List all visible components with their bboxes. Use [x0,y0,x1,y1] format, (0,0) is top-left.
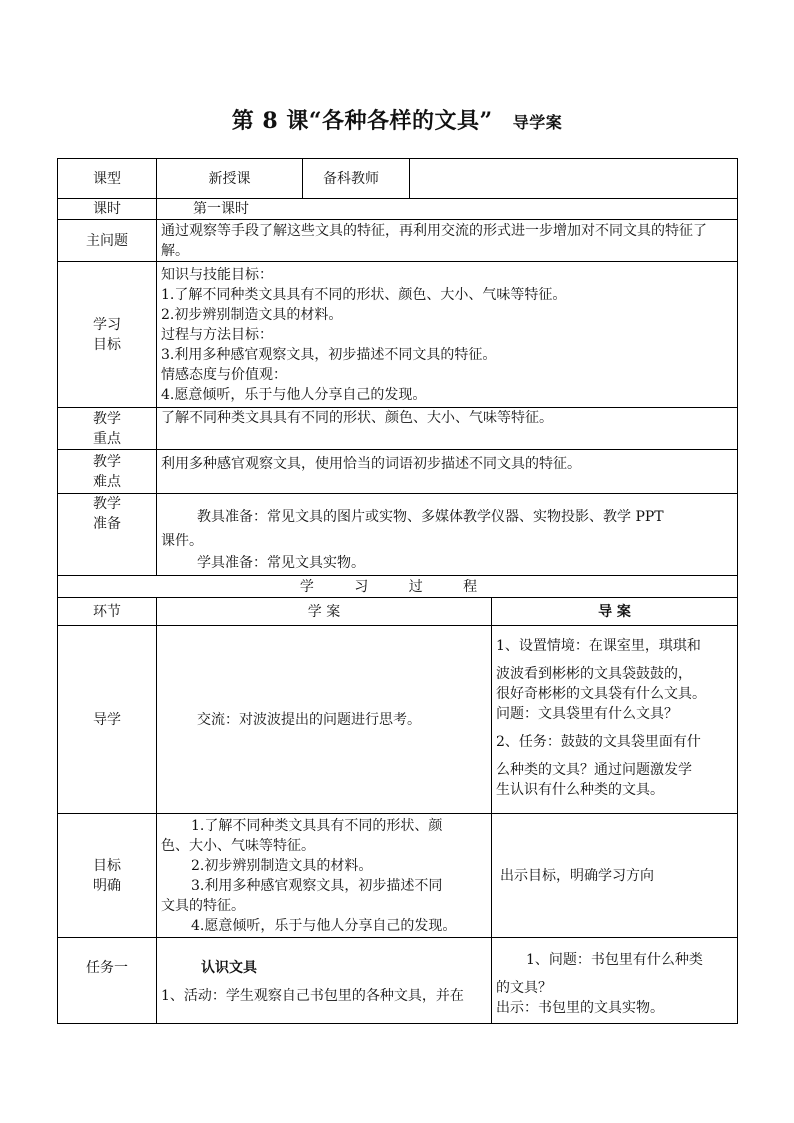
guide-line: 2、任务：鼓鼓的文具袋里面有什 [496,734,701,750]
guide-line: 的文具？ [496,980,552,996]
guide-line: 1、问题：书包里有什么种类 [526,952,703,968]
period-label: 课时 [58,199,157,220]
objectives-label [58,262,157,408]
document-title [0,104,794,135]
preparation-label-1: 教学 [93,496,121,512]
preparation-label-2: 准备 [93,516,121,532]
objectives-content [157,262,738,408]
guide-cell [492,938,738,1024]
guide-line: 么种类的文具？通过问题激发学 [496,762,692,778]
table-row [58,199,738,220]
stage-label-1: 目标 [93,857,121,874]
difficulties-label [58,450,157,494]
table-row [58,220,738,262]
stage-cell: 任务一 [58,938,157,1024]
difficulties-value: 利用多种感官观察文具，使用恰当的词语初步描述不同文具的特征。 [157,450,738,494]
study-line: 交流：对波波提出的问题进行思考。 [197,711,421,728]
guide-line: 出示：书包里的文具实物。 [496,1000,664,1016]
stage-cell [58,814,157,938]
title-main: 第 8 课“各种各样的文具” [231,108,493,134]
study-line: 文具的特征。 [161,897,245,914]
guide-line: 1、设置情境：在课室里，琪琪和 [496,638,701,654]
process-header-text: 学 习 过 程 [299,578,496,595]
guide-line: 出示目标，明确学习方向 [500,867,654,884]
teacher-label: 备科教师 [303,159,410,199]
objective-line: 情感态度与价值观： [161,366,287,383]
course-type-value: 新授课 [157,159,303,199]
teacher-prep-line-1: 教具准备：常见文具的图片或实物、多媒体教学仪器、实物投影、教学 PPT [197,508,664,525]
teacher-prep-line-2: 课件。 [161,532,203,549]
guide-line: 很好奇彬彬的文具袋有什么文具。 [496,686,706,702]
study-cell [157,626,492,814]
table-row [58,576,738,598]
difficulties-label-2: 难点 [93,473,121,490]
key-points-label [58,408,157,450]
study-title: 认识文具 [201,960,257,976]
key-points-label-2: 重点 [93,430,121,447]
stage-cell: 导学 [58,626,157,814]
guide-cell [492,626,738,814]
guide-line: 生认识有什么种类的文具。 [496,782,664,798]
table-row [58,408,738,450]
title-sub: 导学案 [512,113,563,132]
main-question-label: 主问题 [58,220,157,262]
objective-line: 1.了解不同种类文具具有不同的形状、颜色、大小、气味等特征。 [161,286,567,303]
student-prep-line: 学具准备：常见文具实物。 [197,554,365,571]
preparation-label [58,494,157,576]
objective-line: 4.愿意倾听，乐于与他人分享自己的发现。 [161,386,427,403]
objective-line: 知识与技能目标： [161,266,273,283]
objectives-label-1: 学习 [93,316,121,333]
column-study-header: 学 案 [157,598,492,626]
objectives-label-2: 目标 [93,336,121,353]
lesson-plan-table [57,158,738,1024]
table-row [58,159,738,199]
stage-label-2: 明确 [93,877,121,894]
objective-line: 过程与方法目标： [161,326,273,343]
objective-line: 2.初步辨别制造文具的材料。 [161,306,343,323]
table-row [58,626,738,814]
guide-line: 问题：文具袋里有什么文具？ [496,706,678,722]
main-question-value: 通过观察等手段了解这些文具的特征，再利用交流的形式进一步增加对不同文具的特征了解。 [157,220,738,262]
table-row [58,938,738,1024]
column-stage-header: 环节 [58,598,157,626]
table-row [58,494,738,576]
key-points-value: 了解不同种类文具具有不同的形状、颜色、大小、气味等特征。 [157,408,738,450]
study-line: 3.利用多种感官观察文具，初步描述不同 [191,877,443,894]
column-guide-header: 导 案 [492,598,738,626]
course-type-label: 课型 [58,159,157,199]
study-cell [157,938,492,1024]
guide-cell [492,814,738,938]
process-header [58,576,738,598]
study-line: 1、活动：学生观察自己书包里的各种文具，并在 [161,988,464,1004]
table-row [58,598,738,626]
study-line: 4.愿意倾听，乐于与他人分享自己的发现。 [191,917,457,934]
study-cell [157,814,492,938]
study-line: 色、大小、气味等特征。 [161,837,315,854]
table-row [58,450,738,494]
key-points-label-1: 教学 [93,410,121,427]
period-value: 第一课时 [157,199,738,220]
guide-line: 波波看到彬彬的文具袋鼓鼓的， [496,666,692,682]
table-row [58,262,738,408]
teacher-value [410,159,738,199]
study-line: 2.初步辨别制造文具的材料。 [191,857,373,874]
difficulties-label-1: 教学 [93,453,121,470]
study-line: 1.了解不同种类文具具有不同的形状、颜 [191,817,443,834]
preparation-content [157,494,738,576]
objective-line: 3.利用多种感官观察文具，初步描述不同文具的特征。 [161,346,497,363]
table-row [58,814,738,938]
